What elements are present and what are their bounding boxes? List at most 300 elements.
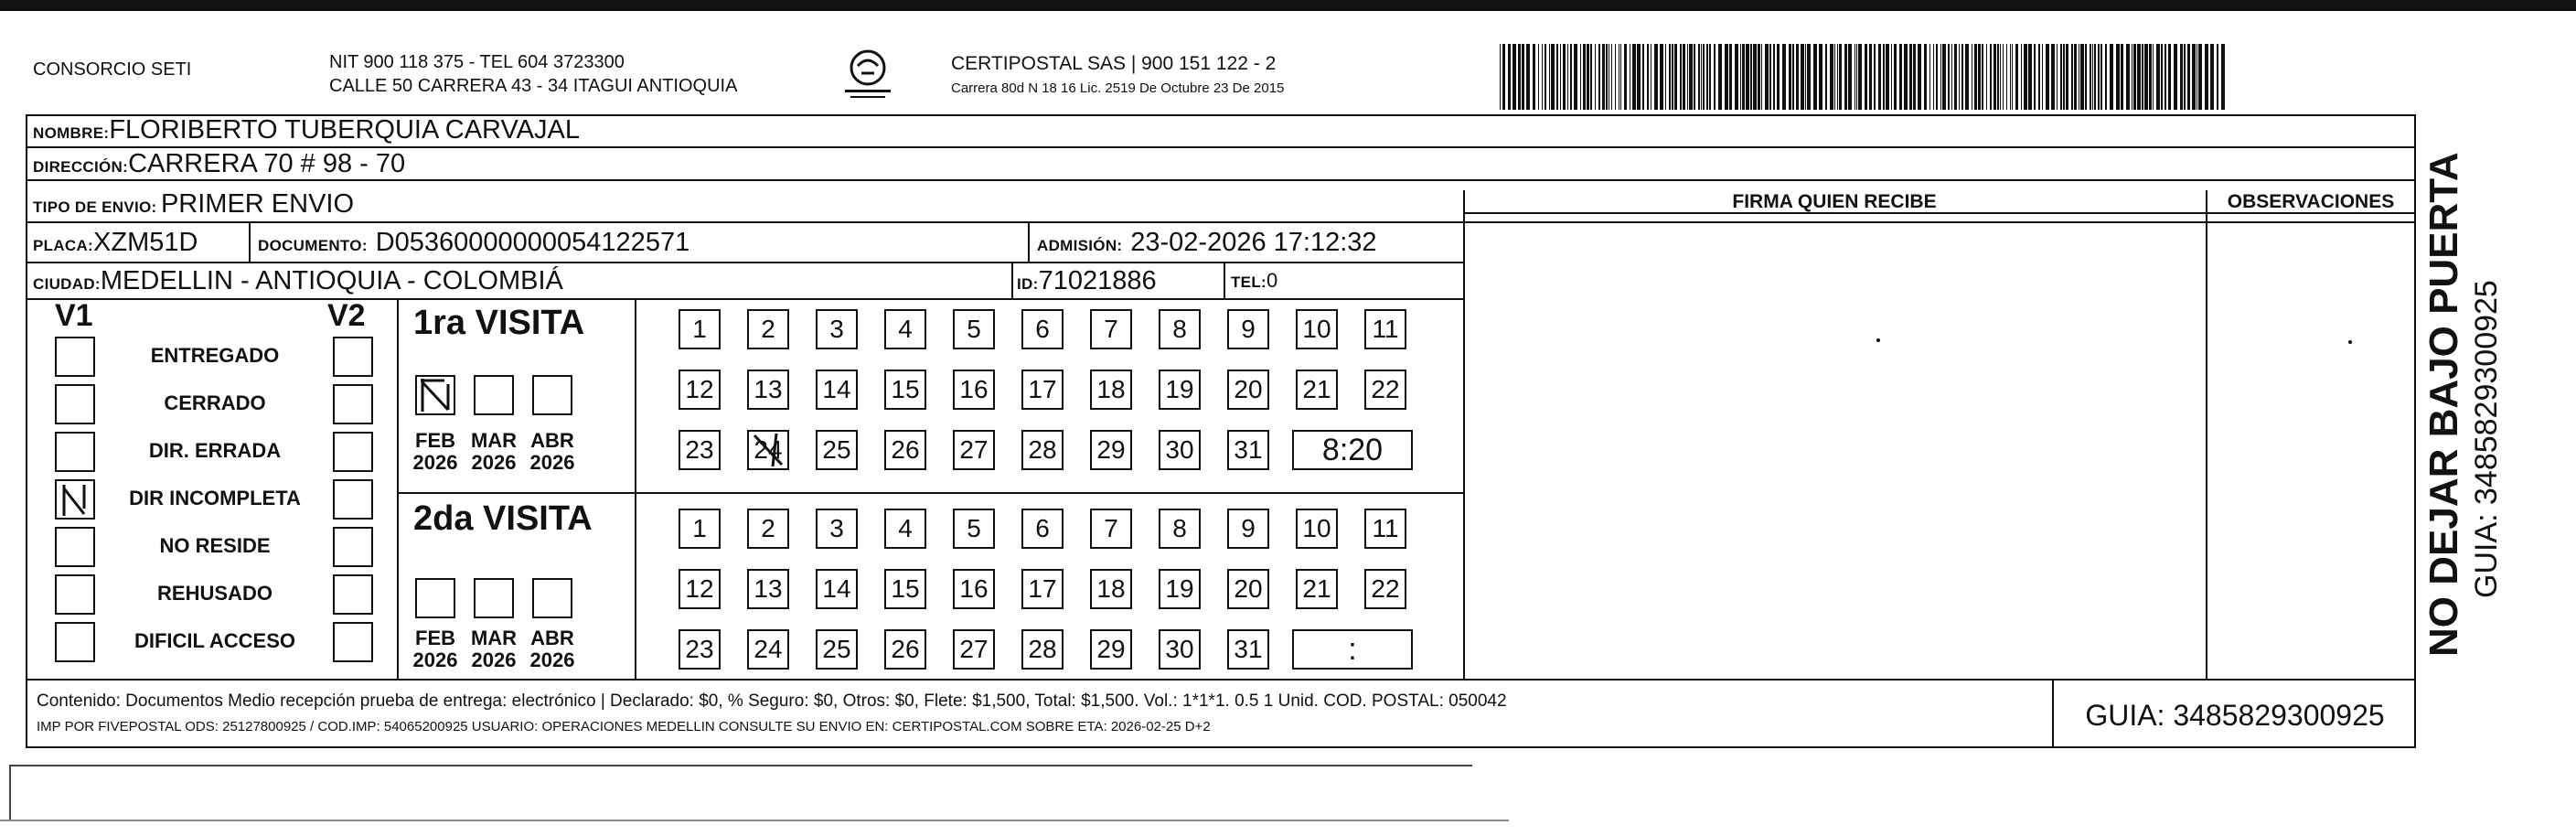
barcode-bar bbox=[2034, 44, 2036, 110]
barcode-bar bbox=[1706, 44, 1708, 110]
day-box[interactable]: 26 bbox=[884, 629, 926, 670]
reason-label: DIFICIL ACCESO bbox=[134, 629, 295, 652]
barcode-bar bbox=[1830, 44, 1833, 110]
barcode-bar bbox=[1813, 44, 1817, 110]
barcode-bar bbox=[2221, 44, 2225, 110]
day-box[interactable]: 31 bbox=[1227, 629, 1269, 670]
day-box[interactable]: 14 bbox=[816, 569, 858, 609]
v2-checkbox[interactable] bbox=[333, 622, 373, 662]
barcode-bar bbox=[2090, 44, 2091, 110]
admission-cell bbox=[1037, 227, 1377, 263]
barcode-bar bbox=[1839, 44, 1842, 110]
day-box[interactable]: 10 bbox=[1296, 309, 1338, 349]
city-value: MEDELLIN - ANTIOQUIA - COLOMBIÁ bbox=[100, 266, 563, 295]
month-year: 2026 bbox=[529, 451, 575, 474]
day-box[interactable]: 21 bbox=[1296, 370, 1338, 410]
barcode-bar bbox=[2051, 44, 2055, 110]
day-box[interactable]: 7 bbox=[1090, 309, 1132, 349]
first-visit-title: 1ra VISITA bbox=[413, 304, 585, 342]
top-border bbox=[0, 0, 2576, 11]
company-name: CONSORCIO SETI bbox=[33, 59, 192, 80]
tel-cell bbox=[1231, 265, 1277, 299]
day-box[interactable]: 5 bbox=[953, 309, 995, 349]
name-value: FLORIBERTO TUBERQUIA CARVAJAL bbox=[109, 115, 580, 145]
barcode-bar bbox=[2060, 44, 2062, 110]
barcode-bar bbox=[1924, 44, 1927, 110]
barcode-bar bbox=[1904, 44, 1908, 110]
barcode-bar bbox=[2126, 44, 2130, 110]
day-box[interactable]: 22 bbox=[1364, 569, 1406, 609]
day-box[interactable]: 3 bbox=[816, 509, 858, 549]
day-box[interactable]: 6 bbox=[1021, 509, 1064, 549]
month-name: FEB bbox=[415, 627, 455, 649]
time-box[interactable]: : bbox=[1292, 629, 1413, 670]
v1-checkbox[interactable] bbox=[55, 479, 95, 520]
barcode-bar bbox=[2133, 44, 2136, 110]
reason-label: DIR. ERRADA bbox=[148, 439, 282, 462]
barcode-bar bbox=[1856, 44, 1857, 110]
barcode-bar bbox=[1542, 44, 1543, 110]
day-box[interactable]: 27 bbox=[953, 430, 995, 470]
barcode-bar bbox=[2006, 44, 2007, 110]
barcode-bar bbox=[1942, 44, 1946, 110]
v2-checkbox[interactable] bbox=[333, 337, 373, 377]
barcode-bar bbox=[2066, 44, 2068, 110]
barcode-bar bbox=[2184, 44, 2186, 110]
barcode-bar bbox=[1894, 44, 1897, 110]
barcode-bar bbox=[1556, 44, 1558, 110]
v2-checkbox[interactable] bbox=[333, 527, 373, 567]
barcode-bar bbox=[2105, 44, 2107, 110]
city-cell bbox=[33, 265, 563, 301]
admission-value: 23-02-2026 17:12:32 bbox=[1130, 228, 1377, 257]
barcode-bar bbox=[2100, 44, 2102, 110]
barcode-bar bbox=[1512, 44, 1516, 110]
month-year: 2026 bbox=[471, 648, 517, 671]
check-mark-icon bbox=[57, 481, 93, 518]
barcode-bar bbox=[1687, 44, 1688, 110]
barcode-bar bbox=[1549, 44, 1550, 110]
barcode-bar bbox=[1689, 44, 1693, 110]
barcode-bar bbox=[1974, 44, 1977, 110]
month-name: ABR bbox=[530, 429, 574, 452]
barcode-bar bbox=[2192, 44, 2196, 110]
barcode-bar bbox=[2057, 44, 2058, 110]
month-name: FEB bbox=[415, 429, 455, 452]
day-box[interactable]: 14 bbox=[816, 370, 858, 410]
barcode-bar bbox=[1624, 44, 1627, 110]
address-value: CARRERA 70 # 98 - 70 bbox=[128, 149, 406, 178]
address-label: DIRECCIÓN: bbox=[33, 158, 129, 176]
barcode-bar bbox=[1769, 44, 1771, 110]
barcode-bar bbox=[1742, 44, 1745, 110]
day-box[interactable]: 28 bbox=[1021, 430, 1064, 470]
second-visit-title: 2da VISITA bbox=[413, 499, 593, 538]
barcode-bar bbox=[1891, 44, 1892, 110]
month-label bbox=[462, 430, 526, 474]
month-year: 2026 bbox=[529, 648, 575, 671]
barcode-bar bbox=[2080, 44, 2084, 110]
barcode-bar bbox=[1899, 44, 1902, 110]
observations-area[interactable] bbox=[2206, 221, 2416, 679]
barcode-bar bbox=[1986, 44, 1987, 110]
barcode-bar bbox=[2063, 44, 2065, 110]
barcode-bar bbox=[2198, 44, 2202, 110]
reason-label: NO RESIDE bbox=[159, 534, 271, 557]
day-box[interactable]: 8 bbox=[1159, 509, 1201, 549]
month-name: ABR bbox=[530, 627, 574, 649]
day-box[interactable]: 22 bbox=[1364, 370, 1406, 410]
month-checkbox[interactable] bbox=[415, 578, 455, 618]
barcode-bar bbox=[1615, 44, 1616, 110]
day-box[interactable]: 20 bbox=[1227, 370, 1269, 410]
side-guia: GUIA: 3485829300925 bbox=[2469, 280, 2504, 598]
barcode-bar bbox=[2121, 44, 2123, 110]
barcode-bar bbox=[1665, 44, 1666, 110]
barcode-bar bbox=[1865, 44, 1867, 110]
barcode-bar bbox=[1993, 44, 1996, 110]
id-value: 71021886 bbox=[1038, 266, 1157, 295]
page-edge bbox=[9, 765, 11, 820]
barcode-bar bbox=[2071, 44, 2073, 110]
name-label: NOMBRE: bbox=[33, 124, 110, 142]
signature-label: FIRMA QUIEN RECIBE bbox=[1732, 191, 1937, 212]
day-box[interactable]: 23 bbox=[679, 629, 721, 670]
barcode-bar bbox=[1792, 44, 1794, 110]
barcode-bar bbox=[1502, 44, 1505, 110]
month-label bbox=[403, 627, 467, 671]
day-box[interactable]: 29 bbox=[1090, 430, 1132, 470]
barcode-bar bbox=[1698, 44, 1700, 110]
day-box[interactable]: 23 bbox=[679, 430, 721, 470]
type-row bbox=[33, 188, 354, 224]
barcode-bar bbox=[1620, 44, 1621, 110]
v1-checkbox[interactable] bbox=[55, 432, 95, 472]
type-value: PRIMER ENVIO bbox=[160, 189, 355, 219]
name-row bbox=[33, 114, 580, 150]
barcode-bar bbox=[1583, 44, 1586, 110]
day-box[interactable]: 11 bbox=[1364, 309, 1406, 349]
v2-checkbox[interactable] bbox=[333, 479, 373, 520]
type-label: TIPO DE ENVIO: bbox=[33, 198, 157, 216]
barcode-bar bbox=[1642, 44, 1644, 110]
day-box[interactable]: 21 bbox=[1296, 569, 1338, 609]
barcode-bar bbox=[2142, 44, 2143, 110]
day-box[interactable]: 17 bbox=[1021, 569, 1064, 609]
barcode-bar bbox=[2042, 44, 2043, 110]
barcode-bar bbox=[1574, 44, 1577, 110]
v2-checkbox[interactable] bbox=[333, 432, 373, 472]
barcode-bar bbox=[2012, 44, 2013, 110]
barcode-bar bbox=[1606, 44, 1608, 110]
month-checkbox[interactable] bbox=[532, 578, 572, 618]
barcode-bar bbox=[1703, 44, 1705, 110]
barcode-bar bbox=[1587, 44, 1589, 110]
barcode-bar bbox=[2021, 44, 2022, 110]
barcode-bar bbox=[1940, 44, 1941, 110]
barcode-bar bbox=[2180, 44, 2183, 110]
barcode-bar bbox=[1978, 44, 1981, 110]
barcode-bar bbox=[1660, 44, 1663, 110]
footer-print-line: IMP POR FIVEPOSTAL ODS: 25127800925 / COD.IMP: 54065200925 USUARIO: OPERACIONES MEDELLIN CONSULTE SU ENVIO EN: CERTIPOSTAL.COM SOBRE ETA: 2026-02-25 D+2 bbox=[37, 719, 1211, 734]
day-box[interactable]: 13 bbox=[747, 370, 789, 410]
day-box[interactable]: 3 bbox=[816, 309, 858, 349]
day-box[interactable] bbox=[747, 430, 789, 470]
barcode-bar bbox=[1909, 44, 1912, 110]
barcode-bar bbox=[1796, 44, 1799, 110]
day-box[interactable]: 15 bbox=[884, 370, 926, 410]
signature-area[interactable] bbox=[1463, 221, 2206, 679]
barcode-image bbox=[1500, 44, 2231, 110]
barcode-bar bbox=[1637, 44, 1641, 110]
tel-value: 0 bbox=[1266, 269, 1278, 292]
barcode-bar bbox=[1735, 44, 1738, 110]
reason-label: CERRADO bbox=[164, 391, 266, 414]
barcode-bar bbox=[2156, 44, 2160, 110]
address-row bbox=[33, 148, 405, 184]
check-mark-icon bbox=[749, 432, 787, 468]
barcode-bar bbox=[2028, 44, 2032, 110]
barcode-bar bbox=[1765, 44, 1769, 110]
address-line: CALLE 50 CARRERA 43 - 34 ITAGUI ANTIOQUIA bbox=[329, 76, 738, 96]
day-box[interactable]: 25 bbox=[816, 430, 858, 470]
v2-checkbox[interactable] bbox=[333, 384, 373, 424]
day-box[interactable]: 4 bbox=[884, 309, 926, 349]
barcode-bar bbox=[1740, 44, 1741, 110]
day-box[interactable]: 19 bbox=[1159, 370, 1201, 410]
day-box[interactable]: 13 bbox=[747, 569, 789, 609]
barcode-bar bbox=[1782, 44, 1786, 110]
v2-label: V2 bbox=[327, 298, 366, 333]
day-box[interactable]: 20 bbox=[1227, 569, 1269, 609]
day-box[interactable]: 2 bbox=[747, 309, 789, 349]
barcode-bar bbox=[1805, 44, 1806, 110]
barcode-bar bbox=[1595, 44, 1596, 110]
day-box[interactable]: 10 bbox=[1296, 509, 1338, 549]
day-box[interactable]: 31 bbox=[1227, 430, 1269, 470]
footer-content-line: Contenido: Documentos Medio recepción prueba de entrega: electrónico | Declarado: $0, % Seguro: $0, Otros: $0, Flete: $1,500, Total: $1,500. Vol.: 1*1*1. 0.5 1 Unid. COD. POSTAL: 050042 bbox=[37, 691, 1507, 711]
barcode-bar bbox=[1729, 44, 1732, 110]
carrier-line: CERTIPOSTAL SAS | 900 151 122 - 2 bbox=[951, 53, 1277, 74]
time-box[interactable]: 8:20 bbox=[1292, 430, 1413, 470]
tel-label: TEL: bbox=[1231, 273, 1267, 291]
barcode-bar bbox=[1580, 44, 1581, 110]
barcode-bar bbox=[1694, 44, 1695, 110]
day-box[interactable]: 1 bbox=[679, 509, 721, 549]
barcode-bar bbox=[2187, 44, 2190, 110]
v1-checkbox[interactable] bbox=[55, 622, 95, 662]
barcode-bar bbox=[1844, 44, 1847, 110]
month-checkbox[interactable] bbox=[532, 375, 572, 415]
v1-checkbox[interactable] bbox=[55, 384, 95, 424]
barcode-bar bbox=[1654, 44, 1658, 110]
barcode-bar bbox=[1709, 44, 1711, 110]
barcode-bar bbox=[1526, 44, 1530, 110]
v1-checkbox[interactable] bbox=[55, 337, 95, 377]
barcode-bar bbox=[1500, 44, 1501, 110]
barcode-bar bbox=[1598, 44, 1600, 110]
day-box[interactable]: 30 bbox=[1159, 629, 1201, 670]
day-box[interactable]: 11 bbox=[1364, 509, 1406, 549]
barcode-bar bbox=[2038, 44, 2040, 110]
page-edge bbox=[0, 820, 1509, 821]
day-box[interactable]: 28 bbox=[1021, 629, 1064, 670]
barcode-bar bbox=[1518, 44, 1521, 110]
v1-checkbox[interactable] bbox=[55, 574, 95, 615]
barcode-bar bbox=[1965, 44, 1969, 110]
barcode-bar bbox=[1567, 44, 1568, 110]
day-box[interactable]: 4 bbox=[884, 509, 926, 549]
barcode-bar bbox=[1551, 44, 1555, 110]
barcode-bar bbox=[1886, 44, 1889, 110]
day-box[interactable]: 19 bbox=[1159, 569, 1201, 609]
barcode-bar bbox=[1837, 44, 1838, 110]
barcode-bar bbox=[2149, 44, 2152, 110]
plate-cell bbox=[33, 227, 198, 263]
barcode-bar bbox=[2085, 44, 2087, 110]
barcode-bar bbox=[2010, 44, 2011, 110]
barcode-bar bbox=[1669, 44, 1671, 110]
day-box[interactable]: 18 bbox=[1090, 569, 1132, 609]
barcode-bar bbox=[1761, 44, 1762, 110]
barcode-bar bbox=[2137, 44, 2141, 110]
barcode-bar bbox=[2168, 44, 2171, 110]
barcode-bar bbox=[1959, 44, 1960, 110]
day-box[interactable]: 17 bbox=[1021, 370, 1064, 410]
barcode-bar bbox=[1807, 44, 1811, 110]
license-line: Carrera 80d N 18 16 Lic. 2519 De Octubre 23 De 2015 bbox=[951, 80, 1285, 96]
id-cell bbox=[1017, 265, 1157, 301]
barcode-bar bbox=[2003, 44, 2004, 110]
month-name: MAR bbox=[470, 627, 518, 649]
barcode-bar bbox=[1522, 44, 1524, 110]
barcode-bar bbox=[1858, 44, 1862, 110]
day-box[interactable]: 16 bbox=[953, 370, 995, 410]
check-mark-icon bbox=[417, 377, 454, 413]
barcode-bar bbox=[1878, 44, 1881, 110]
day-box[interactable]: 7 bbox=[1090, 509, 1132, 549]
day-box[interactable]: 12 bbox=[679, 569, 721, 609]
barcode-bar bbox=[1758, 44, 1760, 110]
barcode-bar bbox=[1883, 44, 1885, 110]
barcode-bar bbox=[1961, 44, 1963, 110]
barcode-bar bbox=[2024, 44, 2027, 110]
day-box[interactable]: 5 bbox=[953, 509, 995, 549]
barcode-bar bbox=[1753, 44, 1757, 110]
month-checkbox[interactable] bbox=[474, 375, 514, 415]
barcode-bar bbox=[2217, 44, 2218, 110]
day-box[interactable]: 8 bbox=[1159, 309, 1201, 349]
document-cell bbox=[258, 227, 689, 263]
day-box[interactable]: 1 bbox=[679, 309, 721, 349]
day-box[interactable]: 6 bbox=[1021, 309, 1064, 349]
v1-checkbox[interactable] bbox=[55, 527, 95, 567]
barcode-bar bbox=[1933, 44, 1934, 110]
month-name: MAR bbox=[470, 429, 518, 452]
barcode-bar bbox=[1834, 44, 1835, 110]
barcode-bar bbox=[1672, 44, 1673, 110]
month-year: 2026 bbox=[412, 648, 458, 671]
admission-label: ADMISIÓN: bbox=[1037, 237, 1123, 254]
reason-label: ENTREGADO bbox=[150, 344, 280, 367]
id-label: ID: bbox=[1017, 275, 1039, 293]
day-box[interactable]: 9 bbox=[1227, 509, 1269, 549]
day-box[interactable]: 26 bbox=[884, 430, 926, 470]
footer-guia: GUIA: 3485829300925 bbox=[2085, 699, 2385, 732]
barcode-bar bbox=[1948, 44, 1950, 110]
barcode-bar bbox=[1801, 44, 1804, 110]
barcode-bar bbox=[2164, 44, 2166, 110]
day-box[interactable]: 24 bbox=[747, 629, 789, 670]
barcode-bar bbox=[1929, 44, 1930, 110]
month-checkbox[interactable] bbox=[474, 578, 514, 618]
barcode-bar bbox=[1508, 44, 1511, 110]
barcode-bar bbox=[1954, 44, 1957, 110]
barcode-bar bbox=[1848, 44, 1852, 110]
day-number: 24 bbox=[754, 435, 783, 464]
barcode-bar bbox=[1819, 44, 1822, 110]
barcode-bar bbox=[1825, 44, 1827, 110]
barcode-bar bbox=[1750, 44, 1752, 110]
barcode-bar bbox=[1570, 44, 1572, 110]
barcode-bar bbox=[1533, 44, 1535, 110]
month-label bbox=[520, 627, 584, 671]
barcode-bar bbox=[1632, 44, 1636, 110]
barcode-bar bbox=[2015, 44, 2018, 110]
barcode-bar bbox=[1936, 44, 1938, 110]
barcode-bar bbox=[1997, 44, 1999, 110]
day-box[interactable]: 30 bbox=[1159, 430, 1201, 470]
day-box[interactable]: 9 bbox=[1227, 309, 1269, 349]
day-box[interactable]: 18 bbox=[1090, 370, 1132, 410]
day-box[interactable]: 2 bbox=[747, 509, 789, 549]
month-year: 2026 bbox=[471, 451, 517, 474]
month-label bbox=[403, 430, 467, 474]
v2-checkbox[interactable] bbox=[333, 574, 373, 615]
day-box[interactable]: 16 bbox=[953, 569, 995, 609]
day-box[interactable]: 15 bbox=[884, 569, 926, 609]
carrier-logo-icon bbox=[843, 48, 893, 102]
stray-mark bbox=[2348, 340, 2352, 344]
barcode-bar bbox=[2210, 44, 2214, 110]
barcode-bar bbox=[1563, 44, 1566, 110]
day-box[interactable]: 25 bbox=[816, 629, 858, 670]
city-label: CIUDAD: bbox=[33, 275, 101, 293]
barcode-bar bbox=[2144, 44, 2148, 110]
document-value: D05360000000054122571 bbox=[375, 228, 690, 257]
barcode-bar bbox=[1674, 44, 1677, 110]
day-box[interactable]: 29 bbox=[1090, 629, 1132, 670]
barcode-bar bbox=[1701, 44, 1702, 110]
barcode-bar bbox=[1683, 44, 1685, 110]
month-checkbox[interactable] bbox=[415, 375, 455, 415]
document-label: DOCUMENTO: bbox=[258, 237, 368, 254]
barcode-bar bbox=[1590, 44, 1592, 110]
reason-label: REHUSADO bbox=[157, 582, 273, 605]
day-box[interactable]: 12 bbox=[679, 370, 721, 410]
barcode-bar bbox=[1647, 44, 1649, 110]
day-box[interactable]: 27 bbox=[953, 629, 995, 670]
page-edge bbox=[9, 765, 1472, 766]
nit-line: NIT 900 118 375 - TEL 604 3723300 bbox=[329, 52, 625, 72]
side-notice: NO DEJAR BAJO PUERTA bbox=[2421, 152, 2466, 657]
barcode-bar bbox=[2094, 44, 2096, 110]
reason-label: DIR INCOMPLETA bbox=[129, 487, 301, 509]
barcode-bar bbox=[1746, 44, 1749, 110]
barcode-bar bbox=[1611, 44, 1612, 110]
month-label bbox=[462, 627, 526, 671]
barcode-bar bbox=[1789, 44, 1791, 110]
